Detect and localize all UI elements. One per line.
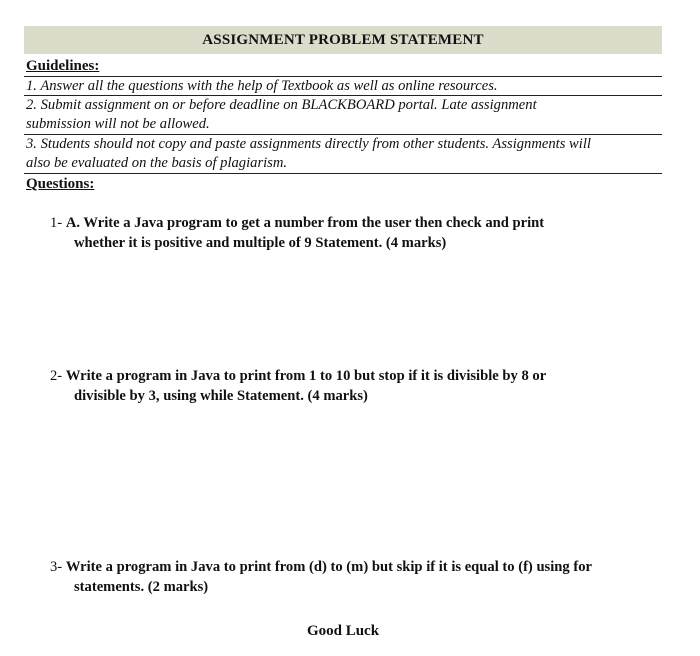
guideline-text: 2. Submit assignment on or before deadline on BLACKBOARD portal. Late assignment (26, 97, 537, 113)
closing-text: Good Luck (306, 623, 380, 639)
questions-heading: Questions: (26, 176, 95, 192)
guideline-item-2 (24, 96, 662, 134)
guideline-item-3 (24, 135, 662, 173)
guideline-text: 3. Students should not copy and paste assignments directly from other students. Assignments will (26, 136, 591, 152)
guideline-text-continued: also be evaluated on the basis of plagiarism. (26, 155, 288, 171)
guideline-text: 1. Answer all the questions with the help of Textbook as well as online resources. (26, 78, 498, 94)
question-number: 1- (50, 215, 66, 231)
divider (24, 173, 662, 174)
guideline-text-continued: submission will not be allowed. (26, 116, 210, 132)
question-number: 2- (50, 368, 66, 384)
question-text-continued: divisible by 3, using while Statement. (4 marks) (74, 388, 368, 404)
question-3 (50, 557, 665, 597)
question-2 (50, 366, 665, 406)
question-text: Write a program in Java to print from (d) to (m) but skip if it is equal to (f) using for (65, 559, 592, 575)
page-title: ASSIGNMENT PROBLEM STATEMENT (24, 26, 662, 54)
question-1 (50, 213, 665, 253)
question-text-continued: whether it is positive and multiple of 9 Statement. (4 marks) (74, 235, 447, 251)
question-text: Write a program in Java to print from 1 to 10 but stop if it is divisible by 8 or (65, 368, 547, 384)
guideline-item-1 (24, 77, 662, 96)
question-text-continued: statements. (2 marks) (74, 579, 209, 595)
question-number: 3- (50, 559, 66, 575)
question-text: A. Write a Java program to get a number from the user then check and print (65, 215, 545, 231)
guidelines-heading: Guidelines: (26, 58, 100, 74)
